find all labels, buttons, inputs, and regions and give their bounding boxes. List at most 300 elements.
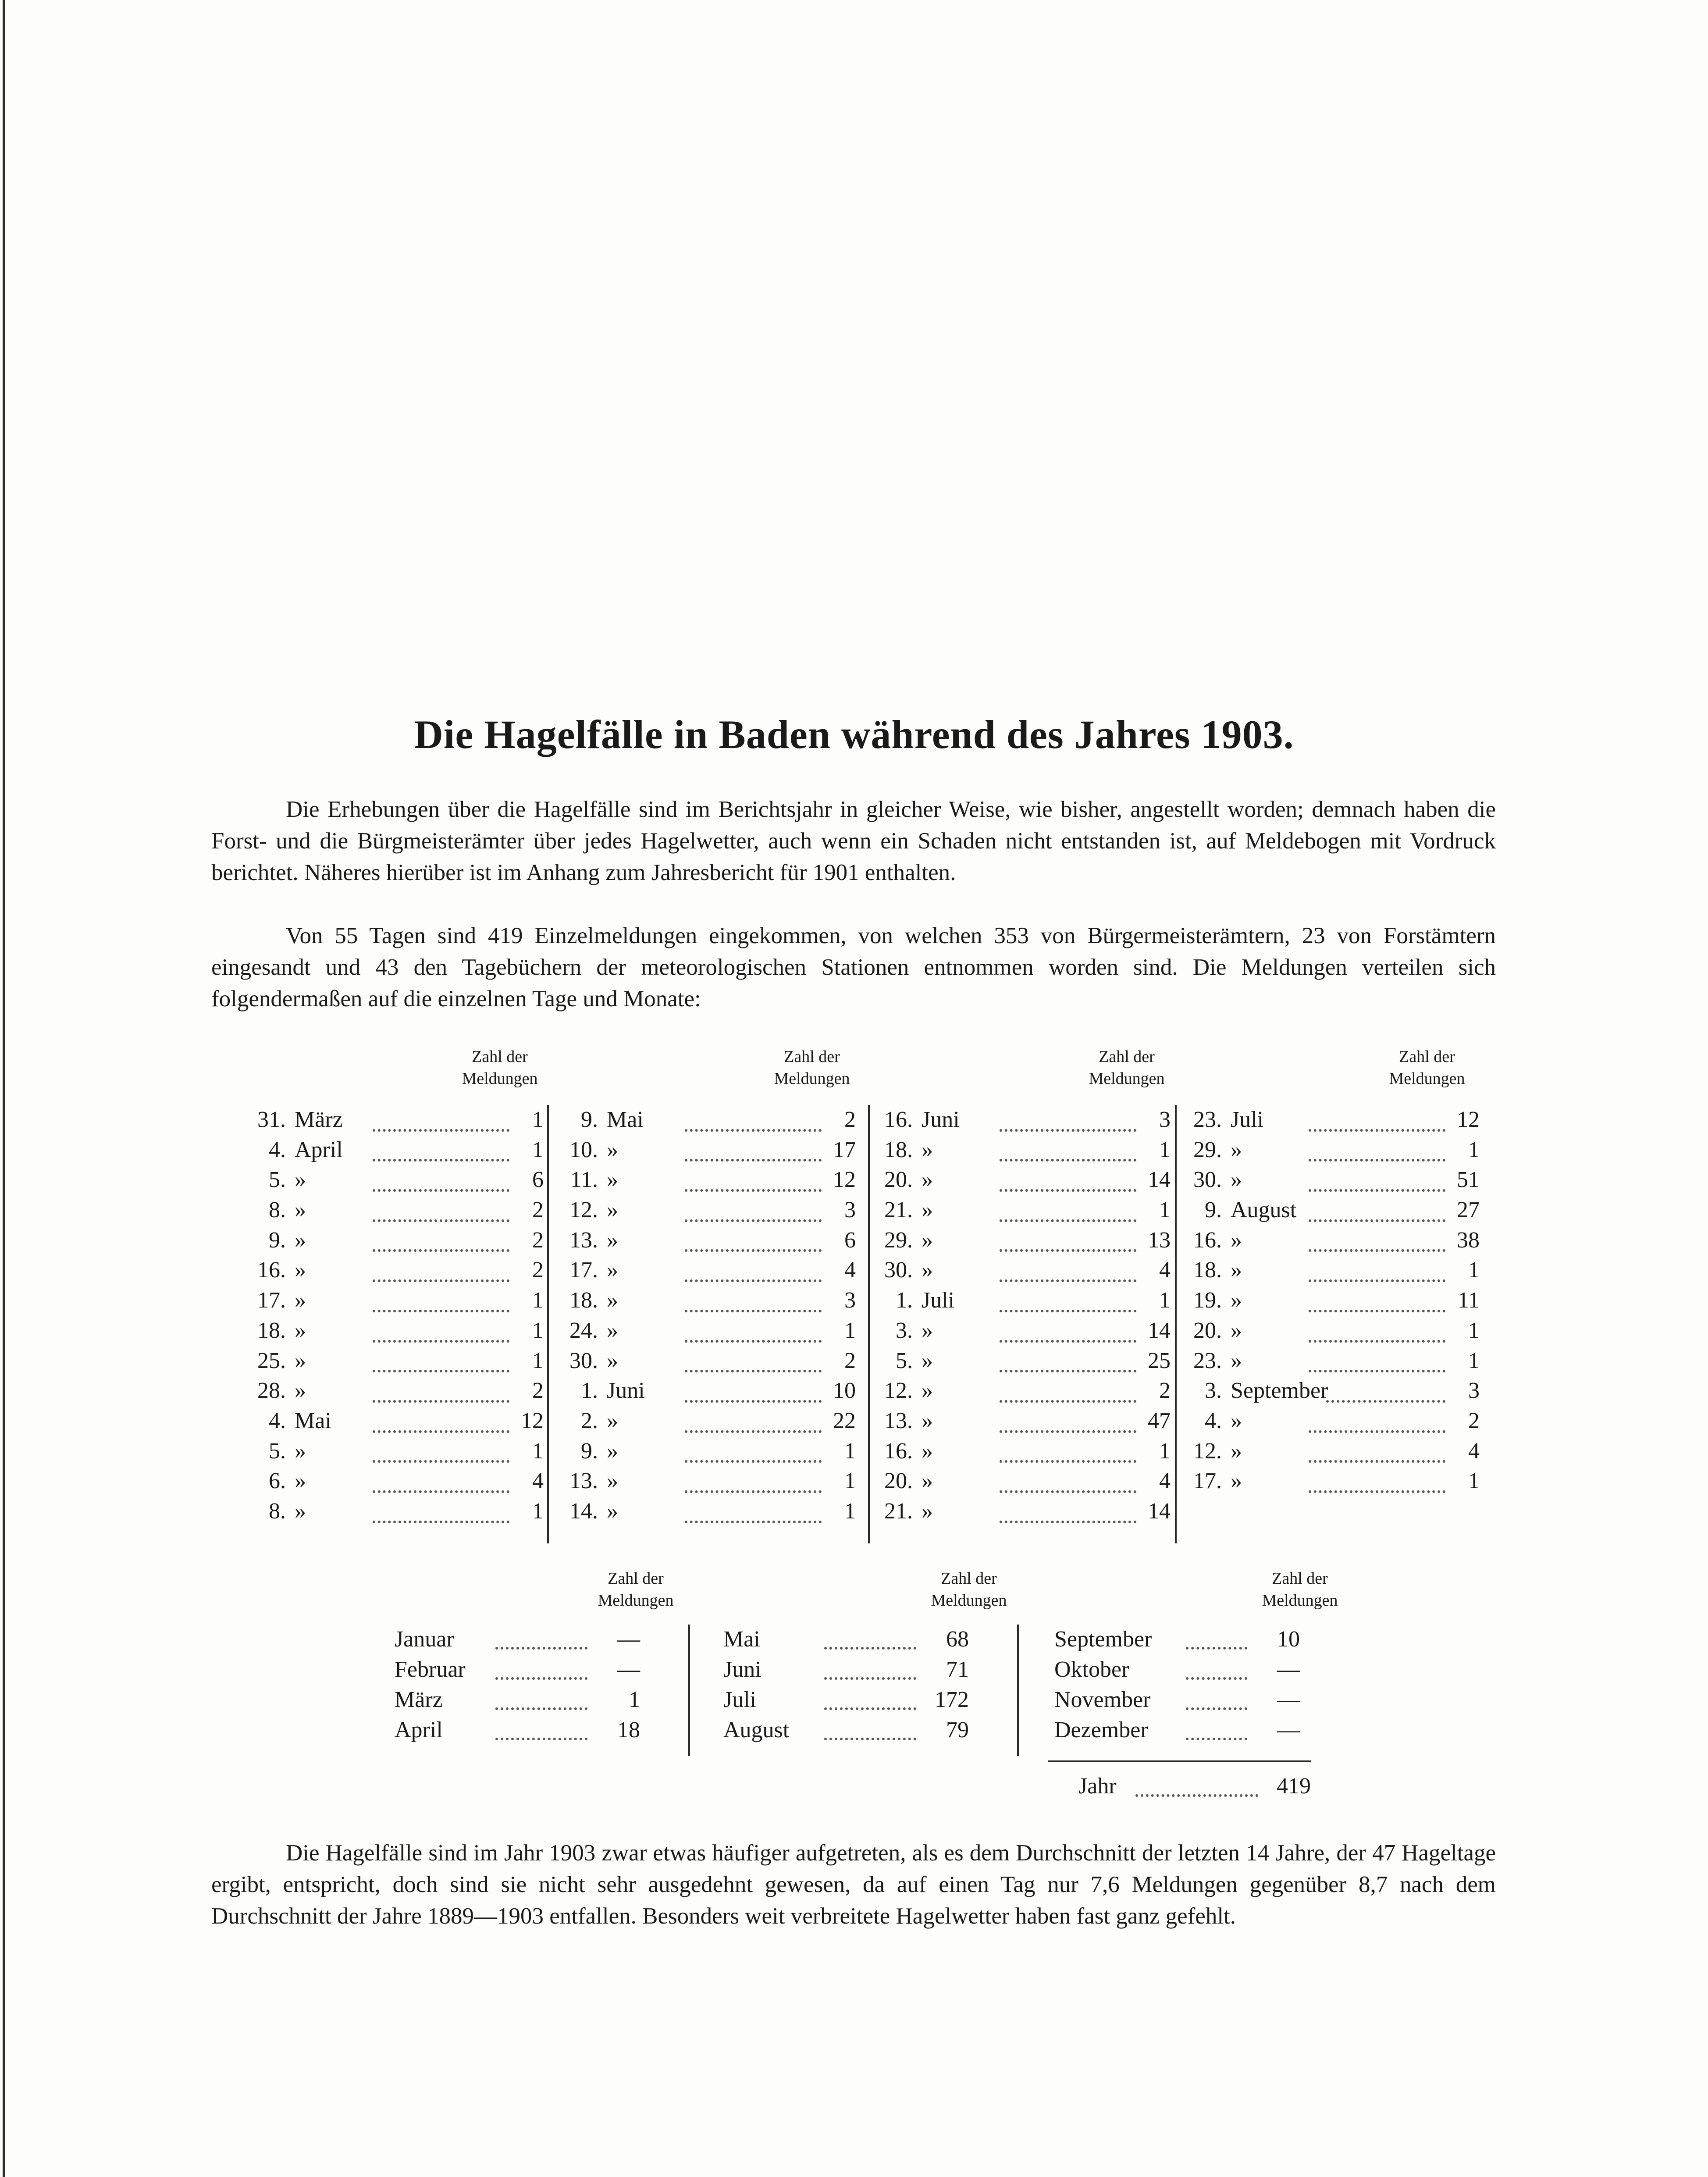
day-cell: 4.: [1205, 1408, 1222, 1433]
month-cell: Dezember: [1054, 1717, 1148, 1742]
day-cell: 13.: [884, 1408, 913, 1433]
count-cell: 2: [532, 1258, 544, 1283]
count-cell: 51: [1457, 1167, 1480, 1193]
dot-leader: [685, 1129, 822, 1132]
count-cell: 1: [1159, 1137, 1171, 1162]
day-cell: 29.: [1193, 1137, 1222, 1162]
paragraph-conclusion: [211, 1837, 1496, 1932]
count-cell: 2: [532, 1197, 544, 1223]
table-row: [1054, 1685, 1300, 1715]
month-cell: »: [295, 1167, 306, 1193]
count-cell: 1: [532, 1438, 544, 1464]
dot-leader: [1000, 1460, 1136, 1463]
day-cell: 8.: [269, 1197, 286, 1223]
table-row: [872, 1226, 1171, 1256]
month-cell: November: [1054, 1687, 1151, 1712]
count-cell: 18: [617, 1717, 640, 1742]
table-row: [1181, 1255, 1480, 1286]
column-divider: [1017, 1625, 1019, 1756]
table-row: [1054, 1715, 1300, 1746]
table-row: [558, 1165, 856, 1195]
month-cell: »: [922, 1137, 933, 1162]
day-cell: 16.: [257, 1258, 286, 1283]
column-header: Zahl der Meldungen: [598, 1569, 674, 1610]
table-row: [723, 1625, 969, 1655]
count-cell: 4: [1468, 1438, 1480, 1464]
count-cell: 1: [1468, 1258, 1480, 1283]
dot-leader: [373, 1310, 509, 1312]
dot-leader: [824, 1707, 916, 1710]
month-cell: September: [1054, 1627, 1152, 1652]
month-cell: »: [922, 1258, 933, 1283]
table-row: [246, 1286, 544, 1316]
table-row: [558, 1105, 856, 1135]
year-total-row: [1078, 1771, 1311, 1802]
month-cell: Mai: [607, 1107, 644, 1132]
day-cell: 24.: [569, 1318, 598, 1343]
day-cell: 18.: [257, 1318, 286, 1343]
month-cell: Oktober: [1054, 1657, 1129, 1682]
day-cell: 3.: [1205, 1378, 1222, 1404]
dot-leader: [1309, 1370, 1445, 1372]
month-cell: »: [607, 1197, 618, 1223]
day-cell: 17.: [1193, 1468, 1222, 1494]
day-cell: 6.: [269, 1468, 286, 1494]
paragraph-counts-text: Von 55 Tagen sind 419 Einzelmeldungen eingekommen, von welchen 353 von Bürgermeisterämtern, 23 von Forstämtern eingesandt und 43 den Tagebüchern der meteorologischen Stationen entnommen worden sind. Die Meldungen verteilen sich folgendermaßen auf die einzelnen Tage und Monate:: [211, 923, 1496, 1012]
column-header: Zahl der Meldungen: [1262, 1569, 1338, 1610]
count-cell: 1: [1468, 1318, 1480, 1343]
month-cell: »: [922, 1498, 933, 1524]
dot-leader: [495, 1738, 587, 1740]
day-cell: 9.: [269, 1227, 286, 1253]
table-row: [246, 1406, 544, 1436]
dot-leader: [373, 1249, 509, 1252]
count-cell: 1: [844, 1468, 856, 1494]
dot-leader: [1186, 1738, 1247, 1740]
month-cell: »: [922, 1378, 933, 1404]
count-cell: 3: [844, 1288, 856, 1313]
table-row: [723, 1655, 969, 1685]
dot-leader: [1186, 1677, 1247, 1680]
dot-leader: [1000, 1490, 1136, 1493]
day-cell: 14.: [569, 1498, 598, 1524]
table-row: [246, 1255, 544, 1286]
day-cell: 17.: [569, 1258, 598, 1283]
month-cell: Januar: [395, 1627, 454, 1652]
count-cell: 1: [532, 1137, 544, 1162]
count-cell: 2: [844, 1348, 856, 1373]
dot-leader: [373, 1521, 509, 1523]
month-cell: März: [295, 1107, 343, 1132]
day-cell: 13.: [569, 1227, 598, 1253]
month-cell: August: [723, 1717, 790, 1742]
table-row: [246, 1376, 544, 1406]
count-cell: —: [1277, 1657, 1300, 1682]
month-cell: »: [295, 1498, 306, 1524]
count-cell: 1: [1468, 1348, 1480, 1373]
table-row: [872, 1316, 1171, 1346]
table-row: [872, 1255, 1171, 1286]
dot-leader: [685, 1430, 822, 1433]
dot-leader: [1309, 1430, 1445, 1433]
paragraph-intro-text: Die Erhebungen über die Hagelfälle sind im Berichtsjahr in gleicher Weise, wie bisher, angestellt worden; demnach haben die Forst- und die Bürgmeisterämter über jedes Hagelwetter, auch wenn ein Schaden nicht entstanden ist, auf Meldebogen mit Vordruck berichtet. Näheres hierüber ist im Anhang zum Jahresbericht für 1901 enthalten.: [211, 797, 1496, 885]
month-cell: »: [922, 1227, 933, 1253]
month-cell: »: [1231, 1167, 1242, 1193]
table-row: [246, 1195, 544, 1226]
dot-leader: [824, 1738, 916, 1740]
count-cell: 71: [946, 1657, 969, 1682]
table-row: [558, 1195, 856, 1226]
count-cell: 172: [935, 1687, 969, 1712]
table-row: [246, 1105, 544, 1135]
count-cell: 14: [1148, 1318, 1171, 1343]
dot-leader: [373, 1490, 509, 1493]
count-cell: 6: [844, 1227, 856, 1253]
count-cell: 4: [844, 1258, 856, 1283]
table-row: [872, 1496, 1171, 1527]
day-cell: 10.: [569, 1137, 598, 1162]
table-row: [1181, 1135, 1480, 1165]
day-cell: 9.: [1205, 1197, 1222, 1223]
count-cell: 10: [1277, 1627, 1300, 1652]
day-cell: 28.: [257, 1378, 286, 1404]
month-cell: »: [607, 1137, 618, 1162]
table-row: [872, 1105, 1171, 1135]
table-row: [558, 1255, 856, 1286]
table-row: [395, 1655, 640, 1685]
table-row: [558, 1376, 856, 1406]
month-cell: Juni: [723, 1657, 761, 1682]
dot-leader: [1186, 1647, 1247, 1650]
dot-leader: [1000, 1279, 1136, 1282]
month-cell: »: [1231, 1348, 1242, 1373]
month-cell: April: [395, 1717, 443, 1742]
month-cell: »: [607, 1227, 618, 1253]
day-cell: 12.: [1193, 1438, 1222, 1464]
month-cell: »: [295, 1438, 306, 1464]
day-cell: 2.: [581, 1408, 598, 1433]
total-rule: [1048, 1760, 1311, 1762]
day-cell: 5.: [269, 1438, 286, 1464]
count-cell: 38: [1457, 1227, 1480, 1253]
dot-leader: [373, 1189, 509, 1192]
column-header: Zahl der Meldungen: [931, 1569, 1007, 1610]
month-cell: »: [295, 1227, 306, 1253]
month-cell: »: [295, 1348, 306, 1373]
count-cell: 1: [1159, 1438, 1171, 1464]
page-edge-line: [3, 0, 5, 2177]
month-cell: »: [922, 1197, 933, 1223]
table-row: [395, 1685, 640, 1715]
month-cell: »: [607, 1498, 618, 1524]
dot-leader: [1309, 1340, 1445, 1343]
count-cell: 14: [1148, 1498, 1171, 1524]
dot-leader: [685, 1460, 822, 1463]
table-row: [1181, 1466, 1480, 1496]
table-row: [1181, 1316, 1480, 1346]
month-cell: »: [295, 1378, 306, 1404]
month-cell: »: [1231, 1468, 1242, 1494]
count-cell: 1: [532, 1288, 544, 1313]
table-row: [246, 1135, 544, 1165]
month-cell: »: [607, 1167, 618, 1193]
month-cell: »: [607, 1318, 618, 1343]
dot-leader: [1135, 1794, 1258, 1797]
dot-leader: [1309, 1129, 1445, 1132]
count-cell: —: [617, 1657, 640, 1682]
count-cell: 11: [1457, 1288, 1480, 1313]
count-cell: 22: [833, 1408, 856, 1433]
day-cell: 31.: [257, 1107, 286, 1132]
day-cell: 20.: [1193, 1318, 1222, 1343]
column-header: Zahl der Meldungen: [774, 1048, 850, 1088]
dot-leader: [373, 1129, 509, 1132]
month-cell: Mai: [295, 1408, 331, 1433]
table-row: [872, 1376, 1171, 1406]
dot-leader: [1186, 1707, 1247, 1710]
table-row: [558, 1466, 856, 1496]
count-cell: —: [1277, 1717, 1300, 1742]
month-cell: »: [922, 1438, 933, 1464]
day-cell: 23.: [1193, 1107, 1222, 1132]
dot-leader: [685, 1340, 822, 1343]
dot-leader: [824, 1647, 916, 1650]
dot-leader: [373, 1219, 509, 1222]
table-row: [558, 1346, 856, 1376]
count-cell: 47: [1148, 1408, 1171, 1433]
count-cell: 1: [844, 1498, 856, 1524]
table-row: [1181, 1226, 1480, 1256]
month-cell: »: [607, 1348, 618, 1373]
month-cell: »: [295, 1288, 306, 1313]
dot-leader: [1000, 1219, 1136, 1222]
count-cell: 2: [1468, 1408, 1480, 1433]
count-cell: 1: [532, 1498, 544, 1524]
paragraph-intro: [211, 794, 1496, 888]
month-cell: »: [607, 1258, 618, 1283]
month-cell: »: [922, 1408, 933, 1433]
month-cell: »: [295, 1318, 306, 1343]
count-cell: 2: [844, 1107, 856, 1132]
dot-leader: [373, 1400, 509, 1403]
paragraph-counts: [211, 920, 1496, 1015]
table-row: [1181, 1376, 1480, 1406]
table-row: [558, 1406, 856, 1436]
month-cell: »: [1231, 1288, 1242, 1313]
month-cell: »: [1231, 1137, 1242, 1162]
month-cell: Juli: [723, 1687, 757, 1712]
dot-leader: [1309, 1460, 1445, 1463]
dot-leader: [1309, 1279, 1445, 1282]
table-row: [558, 1135, 856, 1165]
dot-leader: [685, 1370, 822, 1372]
month-cell: Februar: [395, 1657, 466, 1682]
table-row: [246, 1165, 544, 1195]
month-cell: »: [295, 1197, 306, 1223]
count-cell: 13: [1148, 1227, 1171, 1253]
count-cell: 1: [532, 1318, 544, 1343]
day-cell: 11.: [570, 1167, 598, 1193]
day-cell: 30.: [1193, 1167, 1222, 1193]
dot-leader: [373, 1279, 509, 1282]
count-cell: 1: [844, 1318, 856, 1343]
count-cell: 4: [1159, 1258, 1171, 1283]
month-cell: August: [1231, 1197, 1297, 1223]
month-cell: »: [922, 1318, 933, 1343]
day-cell: 5.: [269, 1167, 286, 1193]
table-row: [395, 1715, 640, 1746]
dot-leader: [495, 1707, 587, 1710]
dot-leader: [685, 1279, 822, 1282]
count-cell: 12: [833, 1167, 856, 1193]
table-row: [558, 1226, 856, 1256]
table-row: [1054, 1625, 1300, 1655]
dot-leader: [685, 1400, 822, 1403]
dot-leader: [1000, 1340, 1136, 1343]
month-cell: Juli: [1231, 1107, 1264, 1132]
day-cell: 12.: [569, 1197, 598, 1223]
dot-leader: [1309, 1249, 1445, 1252]
day-cell: 16.: [884, 1438, 913, 1464]
column-header: Zahl der Meldungen: [462, 1048, 538, 1088]
day-cell: 12.: [884, 1378, 913, 1404]
dot-leader: [1000, 1400, 1136, 1403]
column-divider: [868, 1105, 870, 1543]
count-cell: 1: [629, 1687, 640, 1712]
year-total-value: 419: [1277, 1774, 1311, 1799]
month-cell: September: [1231, 1378, 1328, 1404]
dot-leader: [1000, 1521, 1136, 1523]
count-cell: 12: [1457, 1107, 1480, 1132]
month-cell: »: [607, 1438, 618, 1464]
column-divider: [1175, 1105, 1177, 1543]
table-row: [1181, 1346, 1480, 1376]
table-row: [1181, 1195, 1480, 1226]
table-row: [872, 1466, 1171, 1496]
table-row: [872, 1195, 1171, 1226]
count-cell: 3: [844, 1197, 856, 1223]
column-divider: [547, 1105, 549, 1543]
table-row: [1181, 1286, 1480, 1316]
count-cell: 12: [521, 1408, 544, 1433]
day-cell: 20.: [884, 1468, 913, 1494]
month-cell: »: [1231, 1318, 1242, 1343]
dot-leader: [824, 1677, 916, 1680]
day-cell: 19.: [1193, 1288, 1222, 1313]
table-row: [872, 1135, 1171, 1165]
count-cell: 1: [1159, 1288, 1171, 1313]
dot-leader: [1309, 1189, 1445, 1192]
month-cell: Juni: [922, 1107, 960, 1132]
day-cell: 13.: [569, 1468, 598, 1494]
day-cell: 30.: [569, 1348, 598, 1373]
day-cell: 8.: [269, 1498, 286, 1524]
dot-leader: [1326, 1400, 1445, 1403]
table-row: [246, 1316, 544, 1346]
month-cell: Juli: [922, 1288, 955, 1313]
month-cell: »: [607, 1288, 618, 1313]
dot-leader: [373, 1460, 509, 1463]
year-total-label: Jahr: [1078, 1774, 1117, 1799]
table-row: [558, 1316, 856, 1346]
count-cell: 68: [946, 1627, 969, 1652]
table-row: [1181, 1165, 1480, 1195]
column-header: Zahl der Meldungen: [1089, 1048, 1165, 1088]
dot-leader: [1000, 1310, 1136, 1312]
dot-leader: [1000, 1159, 1136, 1162]
page-title: Die Hagelfälle in Baden während des Jahres 1903.: [414, 712, 1294, 757]
table-row: [872, 1165, 1171, 1195]
month-cell: »: [295, 1468, 306, 1494]
month-cell: »: [922, 1348, 933, 1373]
dot-leader: [373, 1370, 509, 1372]
count-cell: 1: [1468, 1468, 1480, 1494]
month-cell: Mai: [723, 1627, 760, 1652]
month-cell: »: [1231, 1438, 1242, 1464]
dot-leader: [685, 1189, 822, 1192]
count-cell: 6: [532, 1167, 544, 1193]
count-cell: 2: [532, 1378, 544, 1404]
table-row: [246, 1466, 544, 1496]
day-cell: 1.: [896, 1288, 913, 1313]
count-cell: 14: [1148, 1167, 1171, 1193]
day-cell: 18.: [884, 1137, 913, 1162]
dot-leader: [685, 1159, 822, 1162]
table-row: [872, 1406, 1171, 1436]
day-cell: 23.: [1193, 1348, 1222, 1373]
month-cell: »: [295, 1258, 306, 1283]
table-row: [872, 1436, 1171, 1467]
day-cell: 4.: [269, 1137, 286, 1162]
dot-leader: [685, 1490, 822, 1493]
day-cell: 17.: [257, 1288, 286, 1313]
day-cell: 1.: [581, 1378, 598, 1404]
count-cell: 4: [532, 1468, 544, 1494]
count-cell: 3: [1468, 1378, 1480, 1404]
count-cell: 27: [1457, 1197, 1480, 1223]
dot-leader: [685, 1521, 822, 1523]
day-cell: 16.: [884, 1107, 913, 1132]
day-cell: 30.: [884, 1258, 913, 1283]
month-cell: »: [1231, 1408, 1242, 1433]
count-cell: 1: [1468, 1137, 1480, 1162]
table-row: [558, 1436, 856, 1467]
table-row: [872, 1346, 1171, 1376]
dot-leader: [373, 1430, 509, 1433]
count-cell: 25: [1148, 1348, 1171, 1373]
day-cell: 20.: [884, 1167, 913, 1193]
month-cell: »: [1231, 1258, 1242, 1283]
count-cell: 1: [844, 1438, 856, 1464]
count-cell: 10: [833, 1378, 856, 1404]
day-cell: 9.: [581, 1438, 598, 1464]
day-cell: 3.: [896, 1318, 913, 1343]
dot-leader: [685, 1249, 822, 1252]
count-cell: —: [617, 1627, 640, 1652]
count-cell: 1: [532, 1348, 544, 1373]
day-cell: 4.: [269, 1408, 286, 1433]
dot-leader: [1309, 1310, 1445, 1312]
month-cell: Juni: [607, 1378, 645, 1404]
day-cell: 5.: [896, 1348, 913, 1373]
dot-leader: [495, 1647, 587, 1650]
count-cell: 4: [1159, 1468, 1171, 1494]
table-row: [1181, 1436, 1480, 1467]
table-row: [723, 1715, 969, 1746]
table-row: [246, 1436, 544, 1467]
dot-leader: [495, 1677, 587, 1680]
column-header: Zahl der Meldungen: [1389, 1048, 1465, 1088]
